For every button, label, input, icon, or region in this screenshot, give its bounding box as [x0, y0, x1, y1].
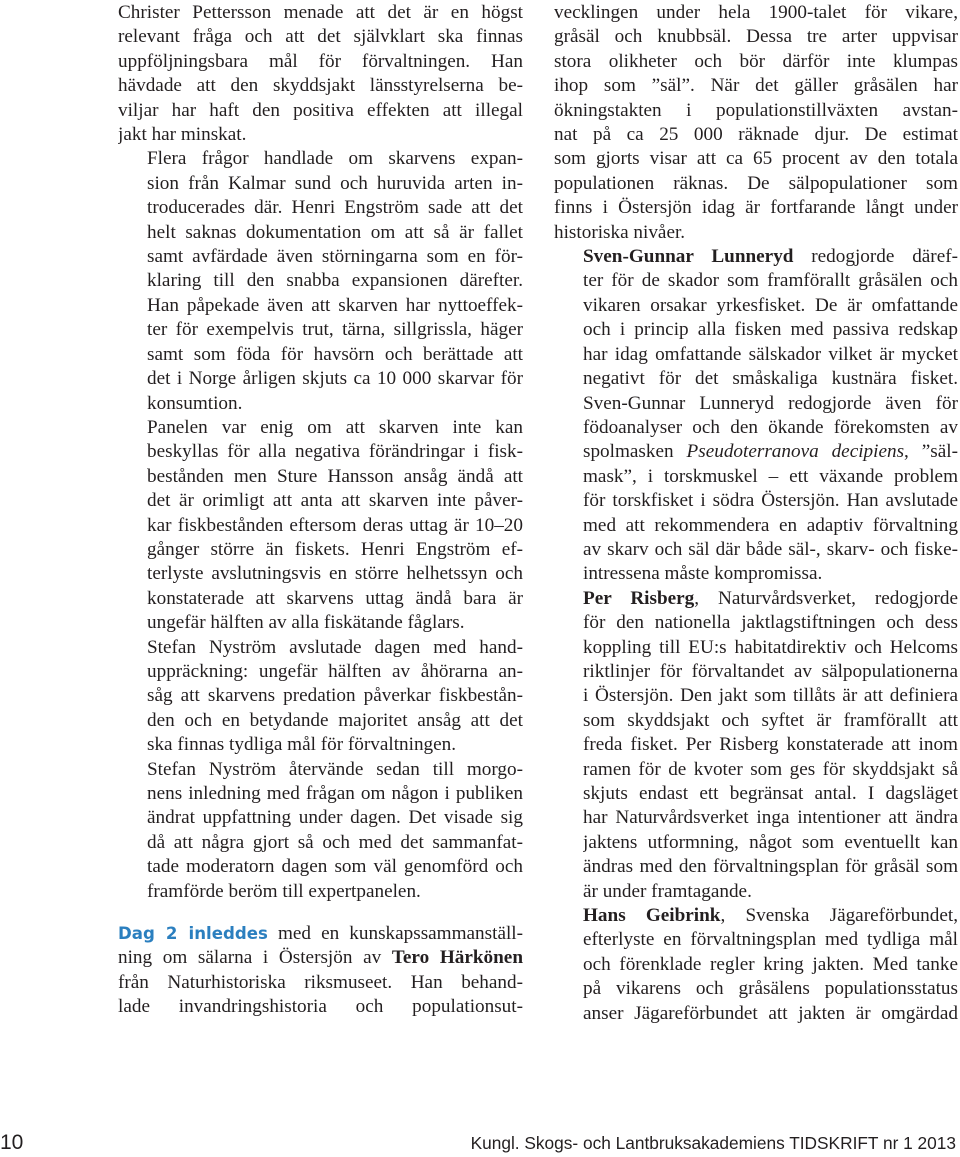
risberg-lines-line: riktlinjer för förvaltandet av sälpopulationerna: [583, 660, 958, 682]
lunneryd-line-1: [583, 245, 958, 269]
risberg-lines-line: skjuts endast ett begränsat antal. I dagsläget: [583, 783, 958, 804]
left-paragraph-2-line: samt avfärdade även störningarna som en för-: [147, 246, 523, 268]
risberg-line-1: [583, 587, 958, 611]
left-paragraph-2-line: konsumtion.: [147, 392, 243, 414]
right-paragraph-1-line: nat på ca 25 000 räknade djur. De estimat: [554, 124, 958, 146]
left-paragraph-5-line: nens inledning med frågan om någon i publiken: [147, 783, 523, 804]
left-paragraph-3-line: konstaterade att skarvens uttag ändå bara är: [147, 587, 523, 609]
left-paragraph-4-line: Stefan Nyström avslutade dagen med hand-: [147, 636, 523, 658]
geibrink-line-1: [583, 904, 958, 928]
geibrink-lines-line: på vikarens och gråsälens populationsstatus: [583, 978, 958, 1000]
lunneryd-lines-a-line: har idag omfattande sälskador vilket är mycket: [583, 343, 958, 365]
risberg-lines-line: jaktens utformning, något som eventuellt kan: [583, 831, 958, 853]
left-paragraph-2: [118, 147, 523, 415]
left-paragraph-1-line: Christer Pettersson menade att det är en högst: [118, 2, 523, 23]
right-paragraph-1-line: ihop som ”säl”. När det gäller gråsälen har: [554, 75, 958, 97]
lunneryd-lines-a-line: negativt för det småskaliga kustnära fisket.: [583, 368, 958, 390]
dag2-line-4: lade invandringshistoria och populationsut-: [118, 996, 523, 1018]
left-paragraph-5-line: ändrat uppfattning under dagen. Det visade sig: [147, 807, 523, 829]
left-paragraph-5: [118, 758, 523, 904]
left-paragraph-1-line: relevant fråga och att det självklart ska finnas: [118, 26, 523, 48]
left-paragraph-5-line: då att några gjort så och med det sammanfat-: [147, 831, 523, 853]
left-paragraph-2-line: klaring till den snabba expansionen därefter.: [147, 270, 523, 292]
lunneryd-lines-a-line: vikaren orsakar yrkesfisket. De är omfattande: [583, 294, 958, 316]
lunneryd-lines-a-line: och i princip alla fisken med passiva redskap: [583, 319, 958, 341]
risberg-lines-line: i Östersjön. Den jakt som tillåts är att definiera: [583, 685, 958, 707]
left-paragraph-dag2: [118, 922, 523, 1020]
lunneryd-lines-b: [583, 465, 958, 587]
left-paragraph-3-line: bestånden men Sture Hansson ansåg ändå att: [147, 465, 523, 487]
spolmask-line: [583, 440, 958, 464]
lunneryd-lines-a-line: ter för de skador som framförallt gråsälen och: [583, 270, 958, 292]
left-paragraph-1: [118, 1, 523, 147]
right-column: [554, 1, 958, 1026]
risberg-line-1-text: , Naturvårdsverket, redogjorde: [694, 587, 958, 609]
right-paragraph-1-line: vecklingen under hela 1900-talet för vikare,: [554, 2, 958, 23]
left-paragraph-1-line: jakt har minskat.: [118, 124, 247, 146]
lunneryd-line-1-text: redogjorde däref-: [793, 246, 958, 268]
speaker-name-risberg: Per Risberg: [583, 587, 695, 609]
species-name-italic: Pseudoterranova decipiens: [686, 441, 905, 463]
left-paragraph-1-line: hävdade att den skyddsjakt länsstyrelserna be-: [118, 75, 523, 97]
dag2-heading: Dag 2 inleddes: [118, 924, 268, 944]
right-paragraph-1: [554, 1, 958, 245]
left-paragraph-2-line: samt som föda för havsörn och berättade att: [147, 343, 523, 365]
right-paragraph-1-line: stora olikheter och bör därför inte klumpas: [554, 50, 958, 72]
left-column: [118, 1, 523, 1020]
risberg-lines-line: som skyddsjakt och syftet är framförallt att: [583, 709, 958, 731]
lunneryd-lines-b-line: med att rekommendera en adaptiv förvaltning: [583, 514, 958, 536]
left-paragraph-1-line: uppföljningsbara mål för förvaltningen. Han: [118, 50, 523, 72]
left-paragraph-3-line: Panelen var enig om att skarven inte kan: [147, 416, 523, 438]
geibrink-lines: [583, 928, 958, 1026]
left-paragraph-2-line: ter för exempelvis trut, tärna, sillgrissla, häger: [147, 319, 523, 341]
right-paragraph-1-line: som gjorts visar att ca 65 procent av den totala: [554, 148, 958, 170]
spolmask-line-pre: spolmasken: [583, 441, 687, 463]
left-paragraph-2-line: Han påpekade även att skarven har nyttoeffek-: [147, 294, 523, 316]
right-paragraph-1-line: ökningstakten i populationstillväxten avstan-: [554, 99, 958, 121]
left-paragraph-4-line: såg att skarvens predation påverkar fiskbestån-: [147, 685, 523, 707]
left-paragraph-2-line: helt saknas dokumentation om att så är fallet: [147, 221, 523, 243]
left-paragraph-3-line: kar fiskbestånden eftersom deras uttag är 10–20: [147, 514, 523, 536]
left-paragraph-3: [118, 416, 523, 636]
right-paragraph-1-line: finns i Östersjön idag är fortfarande långt under: [554, 197, 958, 219]
lunneryd-lines-a: [583, 269, 958, 440]
left-paragraph-3-line: ungefär hälften av alla fiskätande fåglars.: [147, 612, 465, 634]
geibrink-line-1-text: , Svenska Jägareförbundet,: [720, 905, 958, 927]
right-paragraph-1-line: populationen räknas. De sälpopulationer som: [554, 172, 958, 194]
right-paragraph-1-line: gråsäl och knubbsäl. Dessa tre arter uppvisar: [554, 26, 958, 48]
risberg-lines-line: ramen för de kvoter som ges för skyddsjakt så: [583, 758, 958, 780]
risberg-lines-line: koppling till EU:s habitatdirektiv och Helcoms: [583, 636, 958, 658]
lunneryd-lines-a-line: födoanalyser och den ökande förekomsten av: [583, 416, 958, 438]
left-paragraph-3-line: terlyste avslutningsvis en större helhetssyn och: [147, 563, 523, 585]
left-paragraph-4-line: uppräckning: ungefär hälften av åhörarna an-: [147, 660, 523, 682]
left-paragraph-3-line: beskyllas för alla negativa förändringar i fisk-: [147, 441, 523, 463]
left-paragraph-5-line: framförde beröm till expertpanelen.: [147, 880, 421, 902]
lunneryd-lines-a-line: Sven-Gunnar Lunneryd redogjorde även för: [583, 392, 958, 414]
right-paragraph-3: [554, 587, 958, 904]
left-paragraph-2-line: troducerades där. Henri Engström sade att det: [147, 197, 523, 219]
right-paragraph-4: [554, 904, 958, 1026]
speaker-name-tero: Tero Härkönen: [391, 947, 523, 969]
right-paragraph-2: [554, 245, 958, 587]
lunneryd-lines-b-line: för torskfisket i södra Östersjön. Han avslutade: [583, 490, 958, 512]
risberg-lines-line: ändras med den förvaltningsplan för gråsäl som: [583, 856, 958, 878]
geibrink-lines-line: och förenklade regler kring jakten. Med tanke: [583, 953, 958, 975]
dag2-line-3: från Naturhistoriska riksmuseet. Han behand-: [118, 971, 523, 993]
left-paragraph-3-line: gånger större än fiskets. Henri Engström ef-: [147, 538, 523, 560]
journal-title: Kungl. Skogs- och Lantbruksakademiens TIDSKRIFT nr 1 2013: [470, 1133, 956, 1153]
lunneryd-lines-b-line: mask”, i torskmuskel – ett växande problem: [583, 465, 958, 487]
left-paragraph-2-line: sion från Kalmar sund och huruvida arten in-: [147, 172, 523, 194]
right-paragraph-1-line: historiska nivåer.: [554, 221, 686, 243]
page-number: 10: [0, 1131, 24, 1154]
risberg-lines: [583, 611, 958, 904]
left-paragraph-4: [118, 636, 523, 758]
risberg-lines-line: freda fisket. Per Risberg konstaterade att inom: [583, 734, 958, 756]
risberg-lines-line: för den nationella jaktlagstiftningen och dess: [583, 612, 958, 634]
geibrink-lines-line: efterlyste en förvaltningsplan med tydliga mål: [583, 929, 958, 951]
risberg-lines-line: har Naturvårdsverket inga intentioner att ändra: [583, 807, 958, 829]
left-paragraph-1-line: viljar har haft den positiva effekten att illegal: [118, 99, 523, 121]
left-paragraph-4-line: den och en betydande majoritet ansåg att det: [147, 709, 523, 731]
lunneryd-lines-b-line: intressena måste kompromissa.: [583, 563, 823, 585]
left-paragraph-4-line: ska finnas tydliga mål för förvaltningen.: [147, 734, 457, 756]
left-paragraph-2-line: Flera frågor handlade om skarvens expan-: [147, 148, 523, 170]
speaker-name-lunneryd: Sven-Gunnar Lunneryd: [583, 246, 794, 268]
left-paragraph-2-line: det i Norge årligen skjuts ca 10 000 skarvar för: [147, 368, 523, 390]
dag2-line-2: [118, 946, 523, 970]
dag2-line-1-text: med en kunskapssammanställ-: [267, 923, 523, 945]
risberg-lines-line: är under framtagande.: [583, 880, 752, 902]
dag2-line-1: [118, 922, 523, 946]
left-paragraph-3-line: det är orimligt att anta att skarven inte påver-: [147, 490, 523, 512]
left-paragraph-5-line: Stefan Nyström återvände sedan till morgo-: [147, 758, 523, 780]
dag2-line-2-text: ning om sälarna i Östersjön av: [118, 947, 392, 969]
spolmask-line-post: , ”säl-: [904, 441, 958, 463]
geibrink-lines-line: anser Jägareförbundet att jakten är omgärdad: [583, 1002, 958, 1024]
lunneryd-lines-b-line: av skarv och säl där både säl-, skarv- och fiske-: [583, 538, 958, 560]
left-paragraph-5-line: tade moderatorn dagen som väl genomförd och: [147, 856, 523, 878]
speaker-name-geibrink: Hans Geibrink: [583, 905, 721, 927]
